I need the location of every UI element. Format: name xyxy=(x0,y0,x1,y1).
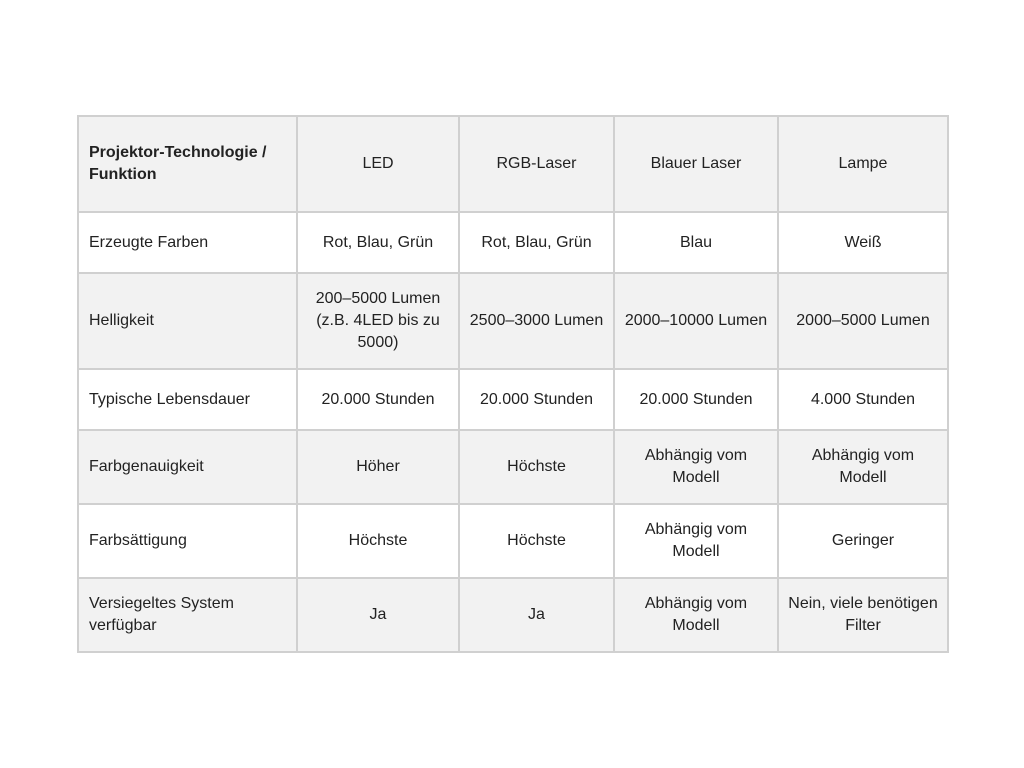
comparison-table-container xyxy=(77,115,947,653)
table-cell: Höchste xyxy=(459,430,614,504)
table-cell: Ja xyxy=(459,578,614,652)
table-cell: Höher xyxy=(297,430,459,504)
corner-header-cell: Projektor-Technologie / Funktion xyxy=(78,116,297,212)
row-label: Versiegeltes System verfügbar xyxy=(78,578,297,652)
column-header-lamp: Lampe xyxy=(778,116,948,212)
table-cell: Höchste xyxy=(297,504,459,578)
table-cell: 20.000 Stunden xyxy=(459,369,614,430)
table-cell: 2000–10000 Lumen xyxy=(614,273,778,369)
row-label: Erzeugte Farben xyxy=(78,212,297,273)
row-label: Helligkeit xyxy=(78,273,297,369)
table-cell: 2500–3000 Lumen xyxy=(459,273,614,369)
table-cell: Abhängig vom Modell xyxy=(778,430,948,504)
table-cell: 20.000 Stunden xyxy=(297,369,459,430)
table-cell: Höchste xyxy=(459,504,614,578)
table-cell: Geringer xyxy=(778,504,948,578)
table-cell: 2000–5000 Lumen xyxy=(778,273,948,369)
row-label: Farbsättigung xyxy=(78,504,297,578)
table-header-row xyxy=(78,116,948,212)
table-row-color-saturation xyxy=(78,504,948,578)
table-cell: 200–5000 Lumen (z.B. 4LED bis zu 5000) xyxy=(297,273,459,369)
column-header-led: LED xyxy=(297,116,459,212)
table-cell: Nein, viele benötigen Filter xyxy=(778,578,948,652)
table-cell: Rot, Blau, Grün xyxy=(459,212,614,273)
table-cell: Abhängig vom Modell xyxy=(614,578,778,652)
row-label: Farbgenauigkeit xyxy=(78,430,297,504)
projector-comparison-table xyxy=(77,115,949,653)
table-cell: Abhängig vom Modell xyxy=(614,430,778,504)
row-label: Typische Lebensdauer xyxy=(78,369,297,430)
table-cell: 4.000 Stunden xyxy=(778,369,948,430)
table-cell: Abhängig vom Modell xyxy=(614,504,778,578)
column-header-rgb-laser: RGB-Laser xyxy=(459,116,614,212)
table-cell: 20.000 Stunden xyxy=(614,369,778,430)
table-row-sealed-system xyxy=(78,578,948,652)
table-cell: Ja xyxy=(297,578,459,652)
table-row-brightness xyxy=(78,273,948,369)
table-cell: Blau xyxy=(614,212,778,273)
table-row-colors xyxy=(78,212,948,273)
table-row-lifetime xyxy=(78,369,948,430)
table-cell: Weiß xyxy=(778,212,948,273)
column-header-blue-laser: Blauer Laser xyxy=(614,116,778,212)
table-cell: Rot, Blau, Grün xyxy=(297,212,459,273)
table-row-color-accuracy xyxy=(78,430,948,504)
